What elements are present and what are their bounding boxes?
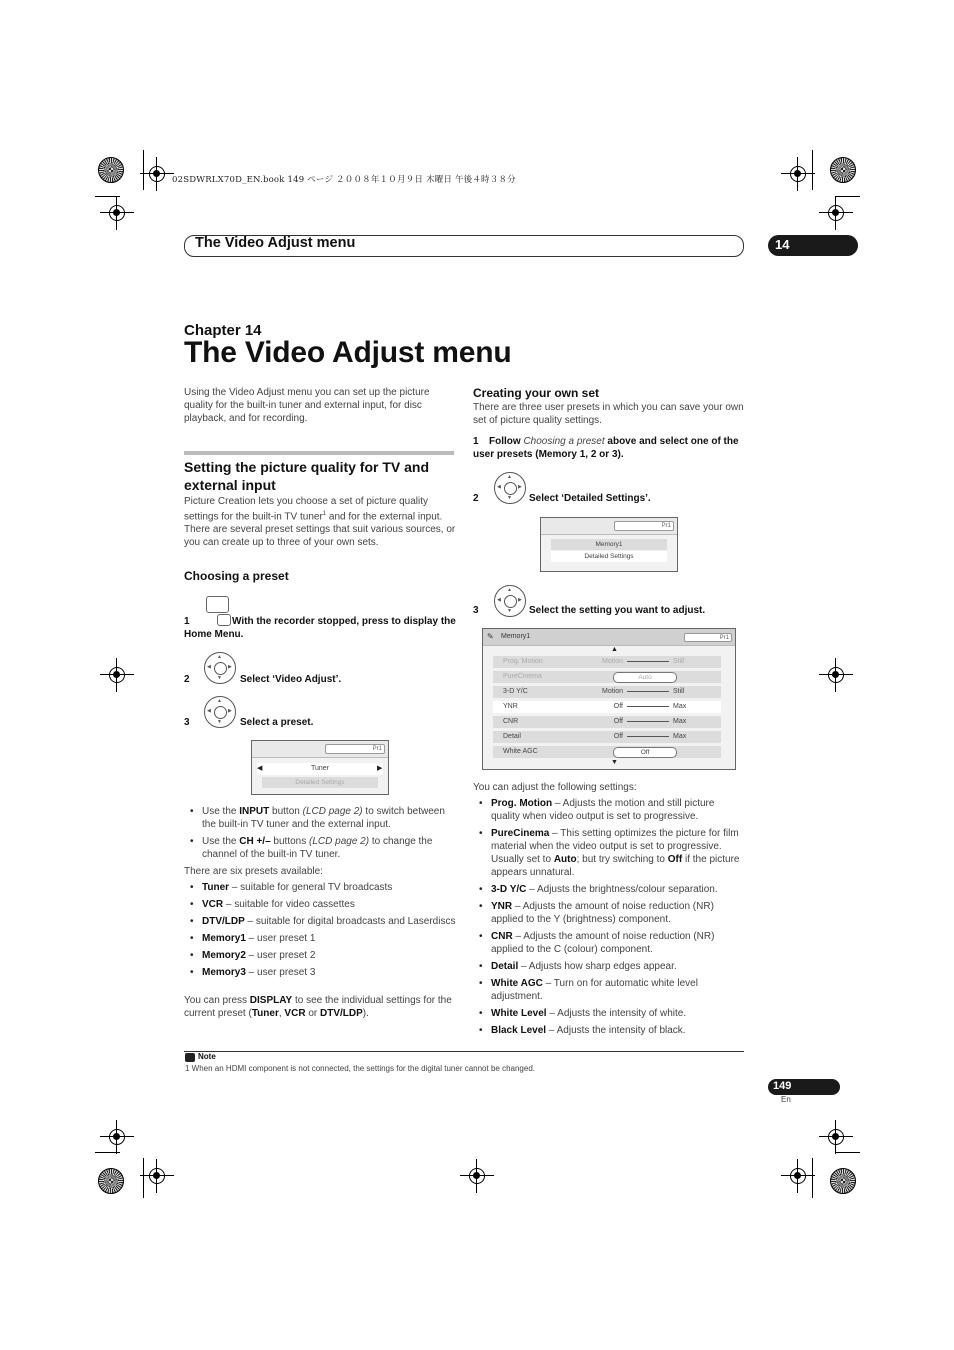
intro-paragraph: Using the Video Adjust menu you can set up the picture quality for the built-in tuner and external input, for disc playback, and for recording. bbox=[184, 387, 430, 424]
registration-star-icon bbox=[98, 157, 124, 183]
detailed-settings-screen bbox=[482, 628, 736, 770]
crop-mark bbox=[835, 196, 860, 197]
creating-step-2: 2 Select ‘Detailed Settings’. bbox=[473, 493, 651, 504]
left-arrow-icon: ◀ bbox=[257, 765, 263, 772]
preset-item: Tuner bbox=[257, 763, 383, 775]
registration-star-icon bbox=[830, 1168, 856, 1194]
display-note: You can press DISPLAY to see the individual settings for the current preset (Tuner, VCR or DTV/LDP). bbox=[184, 995, 452, 1019]
list-item: • DTV/LDP – suitable for digital broadcasts and Laserdiscs bbox=[184, 915, 456, 928]
note-rule bbox=[184, 1051, 744, 1052]
crop-mark bbox=[812, 1158, 813, 1198]
list-item: • Prog. Motion – Adjusts the motion and still picture quality when video output is set to progressive. bbox=[473, 797, 745, 823]
note-text: 1 When an HDMI component is not connected, the settings for the digital tuner cannot be changed. bbox=[185, 1064, 535, 1073]
presets-intro: There are six presets available: bbox=[184, 866, 323, 877]
creating-step-3: 3 Select the setting you want to adjust. bbox=[473, 605, 706, 616]
choosing-step-1: 1 With the recorder stopped, press to display the Home Menu. bbox=[184, 616, 456, 640]
registration-mark-icon bbox=[106, 1126, 128, 1148]
choosing-heading: Choosing a preset bbox=[184, 569, 289, 583]
memory-screen bbox=[540, 517, 678, 572]
screen-title: Memory1 bbox=[501, 633, 531, 640]
page-title: The Video Adjust menu bbox=[184, 336, 512, 369]
adjust-intro: You can adjust the following settings: bbox=[473, 782, 637, 793]
registration-mark-icon bbox=[825, 664, 847, 686]
registration-mark-icon bbox=[146, 163, 168, 185]
right-arrow-icon: ▶ bbox=[377, 765, 383, 772]
registration-star-icon bbox=[98, 1168, 124, 1194]
registration-mark-icon bbox=[106, 202, 128, 224]
crop-mark bbox=[143, 150, 144, 190]
list-item: • VCR – suitable for video cassettes bbox=[184, 898, 456, 911]
memory-item: Memory1 bbox=[551, 539, 667, 550]
down-arrow-icon: ▼ bbox=[611, 759, 618, 766]
registration-mark-icon bbox=[466, 1165, 488, 1187]
list-item: • Memory1 – user preset 1 bbox=[184, 932, 456, 945]
list-item: • White Level – Adjusts the intensity of white. bbox=[473, 1007, 745, 1020]
list-item: • Memory3 – user preset 3 bbox=[184, 966, 456, 979]
registration-mark-icon bbox=[106, 664, 128, 686]
footnote-ref: 1 bbox=[322, 511, 327, 517]
dpad-icon: ▲ ▼ ◀ ▶ bbox=[494, 585, 526, 617]
registration-star-icon bbox=[830, 157, 856, 183]
registration-mark-icon bbox=[825, 1126, 847, 1148]
up-arrow-icon: ▲ bbox=[611, 646, 618, 653]
list-item: • Memory2 – user preset 2 bbox=[184, 949, 456, 962]
list-item: • Tuner – suitable for general TV broadcasts bbox=[184, 881, 456, 894]
creating-step-1: 1 Follow Choosing a preset above and select one of the user presets (Memory 1, 2 or 3). bbox=[473, 436, 739, 460]
registration-mark-icon bbox=[825, 202, 847, 224]
settings-list bbox=[473, 797, 745, 1041]
registration-mark-icon bbox=[146, 1165, 168, 1187]
settings-icon: ✎ bbox=[487, 632, 494, 641]
dpad-icon: ▲ ▼ ◀ ▶ bbox=[494, 472, 526, 504]
memory-badge: Pr1 bbox=[614, 521, 674, 531]
list-item: • CNR – Adjusts the amount of noise reduction (NR) applied to the C (colour) component. bbox=[473, 930, 745, 956]
setting-row-white-agc[interactable]: White AGC Off bbox=[493, 746, 721, 758]
choosing-step-2: 2 Select ‘Video Adjust’. bbox=[184, 674, 342, 685]
list-item: • White AGC – Turn on for automatic white level adjustment. bbox=[473, 977, 745, 1003]
input-bullets bbox=[184, 805, 456, 865]
choosing-step-3: 3 Select a preset. bbox=[184, 717, 314, 728]
setting-row-purecinema[interactable]: PureCinema Auto bbox=[493, 671, 721, 683]
note-icon bbox=[185, 1053, 195, 1062]
preset-screen bbox=[251, 740, 389, 795]
section-rule bbox=[184, 451, 454, 455]
detailed-settings-item[interactable]: Detailed Settings bbox=[551, 551, 667, 562]
crop-mark bbox=[835, 1152, 860, 1153]
registration-mark-icon bbox=[787, 163, 809, 185]
dpad-icon: ▲ ▼ ◀ ▶ bbox=[204, 652, 236, 684]
list-item: • YNR – Adjusts the amount of noise reduction (NR) applied to the Y (brightness) component. bbox=[473, 900, 745, 926]
crop-mark bbox=[95, 196, 120, 197]
bullet-channel: • Use the CH +/– buttons (LCD page 2) to change the channel of the built-in TV tuner. bbox=[184, 835, 456, 861]
preset-subitem: Detailed Settings bbox=[262, 777, 378, 788]
note-label: Note bbox=[198, 1052, 216, 1061]
list-item: • 3-D Y/C – Adjusts the brightness/colour separation. bbox=[473, 883, 745, 896]
setting-row-cnr[interactable]: CNR Off Max bbox=[493, 716, 721, 728]
list-item: • Detail – Adjusts how sharp edges appear. bbox=[473, 960, 745, 973]
setting-row-prog-motion[interactable]: Prog. Motion Motion Still bbox=[493, 656, 721, 668]
setting-row-3d-yc[interactable]: 3-D Y/C Motion Still bbox=[493, 686, 721, 698]
preset-list bbox=[184, 881, 456, 983]
screen-badge: Pr1 bbox=[684, 633, 732, 642]
language-code: En bbox=[781, 1095, 791, 1104]
home-menu-button-icon bbox=[206, 596, 229, 613]
list-item: • PureCinema – This setting optimizes the picture for film material when the video output is set to progressive. Usually set to Auto; but try switching to Off if the picture appears unnatural. bbox=[473, 827, 745, 879]
preset-badge: Pr1 bbox=[325, 744, 385, 754]
registration-mark-icon bbox=[787, 1165, 809, 1187]
crop-mark bbox=[143, 1158, 144, 1198]
crop-mark bbox=[95, 1152, 120, 1153]
section-heading: Setting the picture quality for TV and external input bbox=[184, 459, 430, 493]
setting-row-ynr[interactable]: YNR Off Max bbox=[493, 701, 721, 713]
section-body: Picture Creation lets you choose a set of picture quality settings for the built-in TV tuner$^1$ and for the external input. There are several preset settings that suit various sources, or you can create up to three of your own sets. bbox=[184, 496, 456, 549]
crop-mark bbox=[812, 150, 813, 190]
bullet-input: • Use the INPUT button (LCD page 2) to switch between the built-in TV tuner and the external input. bbox=[184, 805, 456, 831]
creating-body: There are three user presets in which you can save your own set of picture quality settings. bbox=[473, 402, 744, 426]
setting-row-detail[interactable]: Detail Off Max bbox=[493, 731, 721, 743]
chapter-label: Chapter 14 bbox=[184, 322, 262, 339]
running-header-title: The Video Adjust menu bbox=[195, 235, 356, 251]
creating-heading: Creating your own set bbox=[473, 386, 600, 400]
page-number: 149 bbox=[773, 1080, 792, 1092]
chapter-tab-number: 14 bbox=[775, 237, 790, 252]
list-item: • Black Level – Adjusts the intensity of black. bbox=[473, 1024, 745, 1037]
dpad-icon: ▲ ▼ ◀ ▶ bbox=[204, 696, 236, 728]
print-header: 02SDWRLX70D_EN.book 149 ページ ２００８年１０月９日 木曜日 午後４時３８分 bbox=[172, 175, 516, 185]
